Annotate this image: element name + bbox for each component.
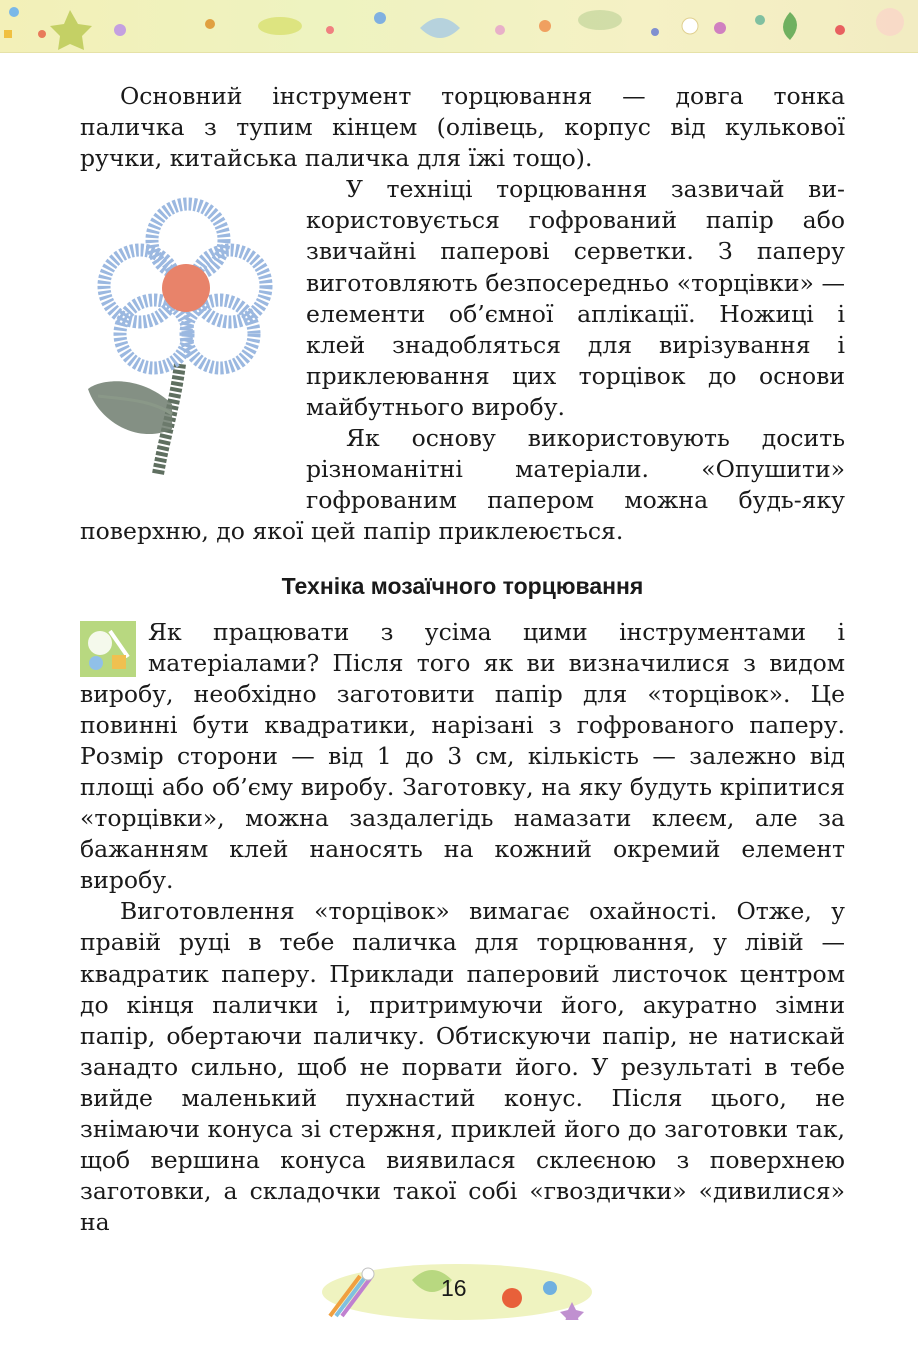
- flower-illustration: [80, 174, 298, 492]
- top-decoration: [0, 0, 918, 53]
- paragraph-4: Як працювати з усіма цими інструментами і матеріалами? Після того як ви визначилися з видом виробу, необхідно заготовити папір для «торцівок». Це повинні бути квадратики, нарізані з гофрованого паперу. Розмір сторони — від 1 до 3 см, кількість — залежно від площі або об’єму виробу. Заготовку, на яку будуть кріпитися «торцівки», можна заздалегідь намазати клеєм, але за бажанням клей наносять на кожний окремий елемент виробу.: [80, 617, 845, 895]
- lesson-icon: [80, 621, 136, 677]
- section-title: Техніка мозаїчного торцювання: [281, 573, 644, 600]
- body-text: [80, 81, 845, 1238]
- paragraph-5: Виготовлення «торцівок» вимагає охайності. Отже, у правій руці в тебе паличка для торцювання, у лівій — квадратик паперу. Приклади паперовий листочок центром до кінця палички і, притримуючи його, акуратно зімни папір, обертаючи паличку. Обтискуючи папір, не натискай занадто сильно, щоб не порвати його. У результаті в тебе вийде маленький пухнастий конус. Після цього, не знімаючи конуса зі стержня, приклей його до заготовки так, щоб вершина конуса виявилася склеєною з поверхнею заготовки, а складочки такої собі «гвоздички» «дивилися» на: [80, 897, 845, 1237]
- paragraph-3: Як основу використовують досить різноманітні матеріали. «Опушити» гофрованим папером можна будь-яку поверхню, до якої цей папір приклеюється.: [80, 424, 845, 546]
- paragraph-1: Основний інструмент торцювання — довга тонка паличка з тупим кінцем (олівець, корпус від кулькової ручки, китайська паличка для їжі тощо).: [80, 82, 845, 173]
- paragraph-2: У техніці торцювання зазвичай використовується гофрований папір або звичайні паперові серветки. З паперу виготовляють безпосередньо «торцівки» — елементи об’ємної аплікації. Ножиці і клей знадобляться для вирізування і приклеювання цих торцівок до основи майбутнього виробу.: [306, 175, 845, 421]
- page-number: 16: [441, 1275, 467, 1301]
